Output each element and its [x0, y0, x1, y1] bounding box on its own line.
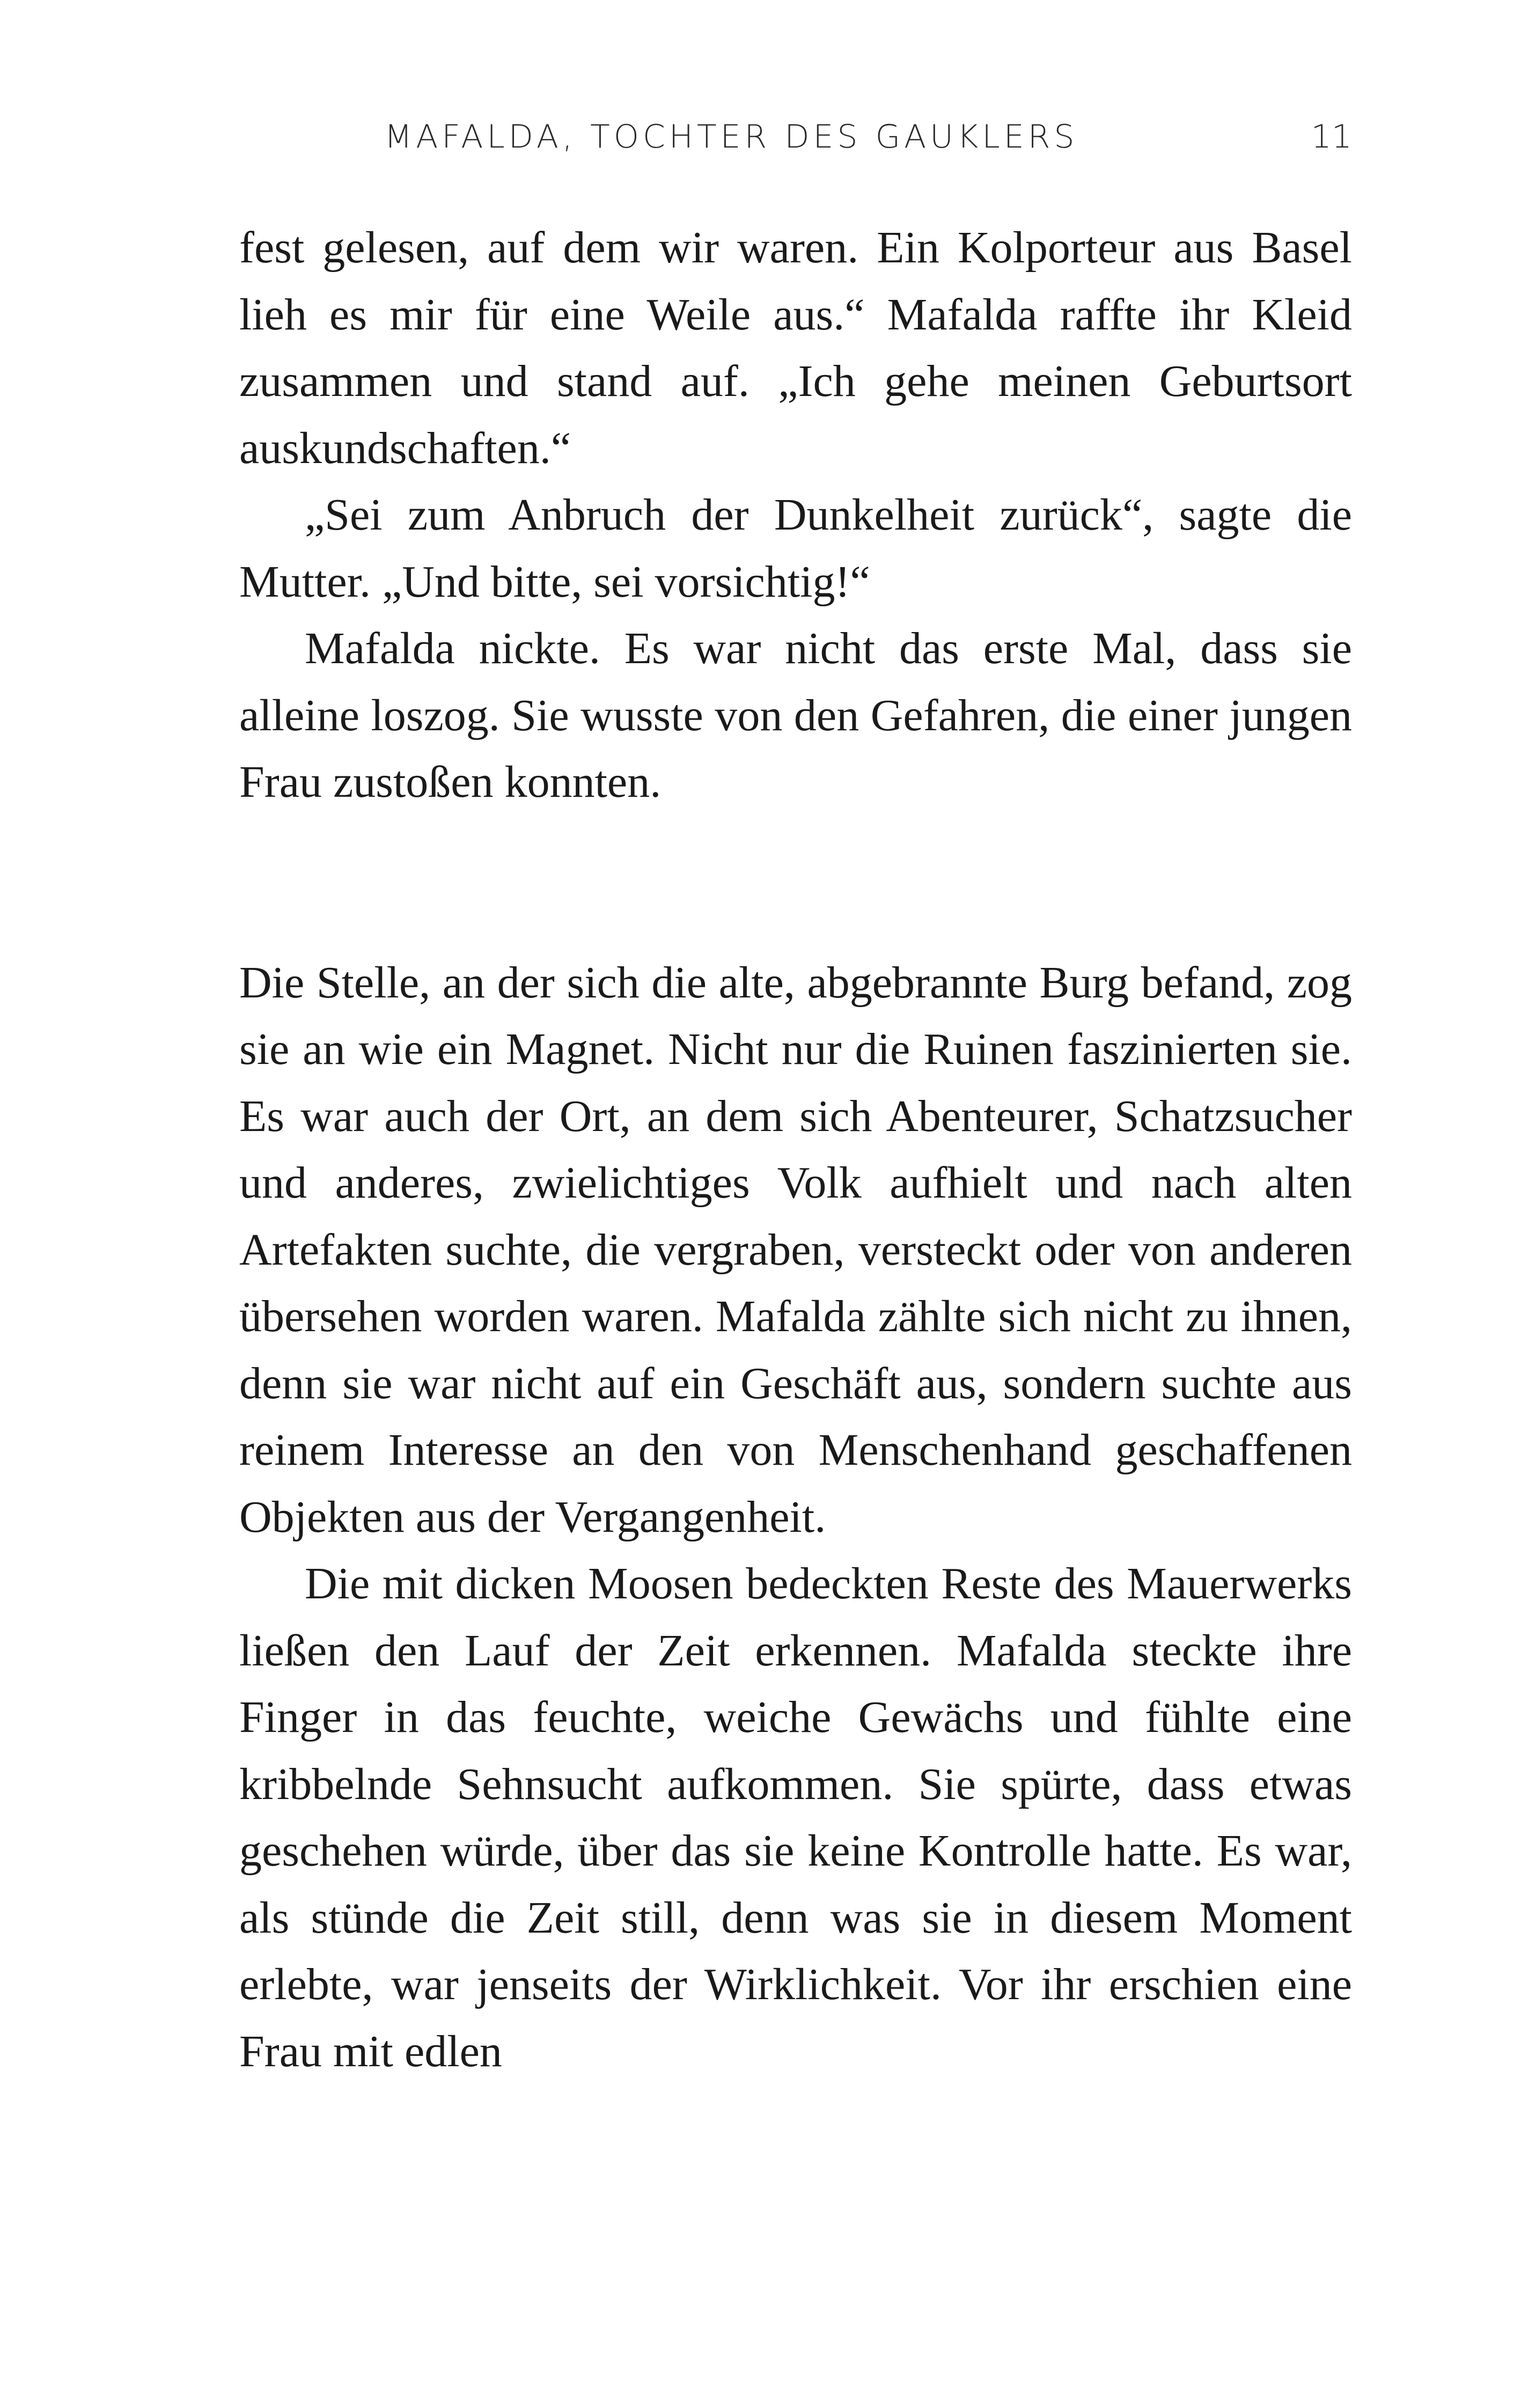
paragraph-5: Die mit dicken Moosen bedeckten Reste des Mauerwerks ließen den Lauf der Zeit erkennen. Mafalda steckte ihre Finger in das feuchte, weiche Gewächs und fühlte eine kribbelnde Sehnsucht aufkommen. Sie spürte, dass etwas geschehen würde, über das sie keine Kontrolle hatte. Es war, als stünde die Zeit still, denn was sie in diesem Moment erlebte, war jenseits der Wirklichkeit. Vor ihr erschien eine Frau mit edlen: [239, 1559, 1352, 2076]
paragraph-3: Mafalda nickte. Es war nicht das erste Mal, dass sie alleine loszog. Sie wusste von den Gefahren, die einer jungen Frau zustoßen konnten.: [239, 623, 1352, 807]
page-number: 11: [1311, 118, 1352, 156]
section-break: [239, 816, 1352, 950]
running-title: MAFALDA, TOCHTER DES GAUKLERS: [384, 118, 1078, 156]
running-head: [239, 118, 1352, 172]
paragraph-4: Die Stelle, an der sich die alte, abgebrannte Burg befand, zog sie an wie ein Magnet. Nicht nur die Ruinen faszinierten sie. Es war auch der Ort, an dem sich Abenteurer, Schatzsucher und anderes, zwielichtiges Volk aufhielt und nach alten Artefakten suchte, die vergraben, versteckt oder von anderen übersehen worden waren. Mafalda zählte sich nicht zu ihnen, denn sie war nicht auf ein Geschäft aus, sondern suchte aus reinem Interesse an den von Menschenhand geschaffenen Objekten aus der Vergangenheit.: [239, 957, 1352, 1542]
paragraph-2: „Sei zum Anbruch der Dunkelheit zurück“, sagte die Mutter. „Und bitte, sei vorsichtig!“: [239, 490, 1352, 607]
body-text: [239, 215, 1352, 2085]
paragraph-1: fest gelesen, auf dem wir waren. Ein Kolporteur aus Basel lieh es mir für eine Weile aus.“ Mafalda raffte ihr Kleid zusammen und stand auf. „Ich gehe meinen Geburtsort auskundschaften.“: [239, 223, 1352, 473]
